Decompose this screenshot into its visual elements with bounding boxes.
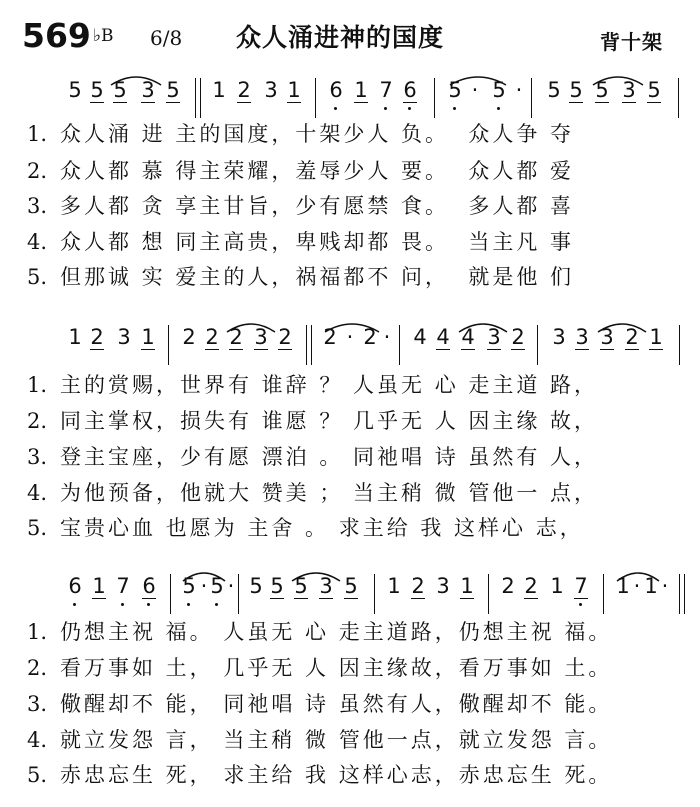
note: 3 xyxy=(552,325,566,349)
note-dot: · xyxy=(661,574,669,598)
note: 3 xyxy=(317,574,335,598)
note: 2 xyxy=(623,325,641,349)
verse-number: 5. xyxy=(27,265,48,289)
verse-line-3 xyxy=(22,190,682,222)
note: 1 xyxy=(212,78,226,102)
verse-number: 2. xyxy=(27,656,48,680)
verse-line-4 xyxy=(22,226,682,258)
note: 4 xyxy=(434,325,452,349)
note: 3 xyxy=(252,325,270,349)
note: 5 xyxy=(208,574,226,598)
verse-text: 赤忠忘生 死， 求主给 我 这样心志，赤忠忘生 死。 xyxy=(60,763,613,787)
barline xyxy=(315,78,316,118)
barline xyxy=(679,325,680,365)
note: 3 xyxy=(139,78,157,102)
note: 7 xyxy=(572,574,590,598)
note: 5 xyxy=(342,574,360,598)
slur xyxy=(590,73,646,87)
verse-number: 4. xyxy=(27,230,48,254)
note: 5 xyxy=(446,78,464,102)
hymn-title: 众人涌进神的国度 xyxy=(236,23,445,52)
notation-line-2 xyxy=(0,323,700,369)
barline xyxy=(531,78,532,118)
note: 5 xyxy=(292,574,310,598)
note: 2 xyxy=(522,574,540,598)
barline xyxy=(238,574,239,614)
note: 2 xyxy=(409,574,427,598)
slur xyxy=(322,320,382,334)
verse-line-3 xyxy=(22,441,682,473)
slur xyxy=(614,569,662,583)
note: 3 xyxy=(436,574,450,598)
note: 1 xyxy=(458,574,476,598)
note: 1 xyxy=(285,78,303,102)
note: 5 xyxy=(180,574,198,598)
verse-text: 看万事如 土， 几乎无 人 因主缘故，看万事如 土。 xyxy=(60,656,613,680)
verse-number: 2. xyxy=(27,409,48,433)
verse-line-5 xyxy=(22,512,682,544)
note-dot: · xyxy=(515,78,523,102)
verse-text: 登主宝座，少有愿 漂泊 。 同祂唱 诗 虽然有 人， xyxy=(60,445,599,469)
verse-text: 仍想主祝 福。 人虽无 心 走主道路，仍想主祝 福。 xyxy=(60,620,613,644)
note: 1 xyxy=(139,325,157,349)
slur xyxy=(180,569,228,583)
note-dot: · xyxy=(633,574,641,598)
note: 2 xyxy=(203,325,221,349)
slur xyxy=(108,73,164,87)
verse-line-1 xyxy=(22,369,682,401)
verse-line-5 xyxy=(22,759,682,791)
note: 5 xyxy=(645,78,663,102)
tune-name: 背十架 xyxy=(600,30,663,54)
note: 3 xyxy=(485,325,503,349)
note: 6 xyxy=(401,78,419,102)
barline xyxy=(374,574,375,614)
note: 5 xyxy=(249,574,263,598)
verse-number: 3. xyxy=(27,445,48,469)
note: 6 xyxy=(66,574,84,598)
note: 1 xyxy=(644,574,658,598)
verse-number: 4. xyxy=(27,728,48,752)
verse-text: 众人涌 进 主的国度，十架少人 负。 众人争 夺 xyxy=(60,122,575,146)
note-dot: · xyxy=(227,574,235,598)
verse-number: 3. xyxy=(27,692,48,716)
note: 2 xyxy=(509,325,527,349)
verse-line-1 xyxy=(22,118,682,150)
notation-line-1 xyxy=(0,76,700,122)
key-signature: ♭B xyxy=(93,26,114,46)
verse-text: 为他预备，他就大 赞美 ； 当主稍 微 管他一 点， xyxy=(60,481,599,505)
note: 5 xyxy=(268,574,286,598)
note: 2 xyxy=(276,325,294,349)
verse-text: 儆醒却不 能， 同祂唱 诗 虽然有人，儆醒却不 能。 xyxy=(60,692,613,716)
note: 5 xyxy=(111,78,129,102)
verse-number: 1. xyxy=(27,373,48,397)
note: 2 xyxy=(235,78,253,102)
note: 6 xyxy=(327,78,345,102)
verse-text: 就立发怨 言， 当主稍 微 管他一点，就立发怨 言。 xyxy=(60,728,613,752)
verse-number: 5. xyxy=(27,516,48,540)
verse-line-2 xyxy=(22,652,682,684)
verse-number: 1. xyxy=(27,122,48,146)
verse-text: 同主掌权，损失有 谁愿 ？ 几乎无 人 因主缘 故， xyxy=(60,409,599,433)
notation-line-3 xyxy=(0,572,700,618)
final-barline xyxy=(679,574,685,614)
verse-line-4 xyxy=(22,477,682,509)
hymn-number: 569 xyxy=(22,16,91,55)
note: 5 xyxy=(88,78,106,102)
barline xyxy=(537,325,538,365)
barline xyxy=(399,325,400,365)
note: 2 xyxy=(227,325,245,349)
slur xyxy=(456,320,510,334)
barline xyxy=(195,78,201,118)
note: 3 xyxy=(573,325,591,349)
note: 7 xyxy=(377,78,395,102)
verse-line-2 xyxy=(22,155,682,187)
barline xyxy=(434,78,435,118)
verse-number: 5. xyxy=(27,763,48,787)
verse-number: 3. xyxy=(27,194,48,218)
note: 1 xyxy=(616,574,630,598)
verse-text: 主的赏赐，世界有 谁辞 ？ 人虽无 心 走主道 路， xyxy=(60,373,599,397)
note: 1 xyxy=(90,574,108,598)
barline xyxy=(603,574,604,614)
note: 1 xyxy=(68,325,82,349)
note: 5 xyxy=(490,78,508,102)
verse-text: 宝贵心血 也愿为 主舍 。 求主给 我 这样心 志， xyxy=(60,516,584,540)
verse-number: 2. xyxy=(27,159,48,183)
note: 1 xyxy=(352,78,370,102)
verse-line-3 xyxy=(22,688,682,720)
note-dot: · xyxy=(383,325,391,349)
note: 6 xyxy=(140,574,158,598)
slur xyxy=(447,73,509,87)
verse-line-1 xyxy=(22,616,682,648)
note-dot: · xyxy=(471,78,479,102)
barline xyxy=(306,325,312,365)
barline xyxy=(170,574,171,614)
note: 3 xyxy=(117,325,131,349)
note: 3 xyxy=(620,78,638,102)
slur xyxy=(224,320,278,334)
note: 2 xyxy=(182,325,196,349)
note: 2 xyxy=(323,325,337,349)
note: 3 xyxy=(264,78,278,102)
verse-line-4 xyxy=(22,724,682,756)
verse-text: 但那诚 实 爱主的人，祸福都不 问， 就是他 们 xyxy=(60,265,575,289)
note: 2 xyxy=(501,574,515,598)
note: 7 xyxy=(114,574,132,598)
note: 1 xyxy=(647,325,665,349)
slur xyxy=(289,569,343,583)
note: 2 xyxy=(88,325,106,349)
verse-line-5 xyxy=(22,261,682,293)
verse-text: 众人都 慕 得主荣耀，羞辱少人 要。 众人都 爱 xyxy=(60,159,575,183)
note: 1 xyxy=(550,574,564,598)
note: 5 xyxy=(68,78,82,102)
verse-number: 1. xyxy=(27,620,48,644)
slur xyxy=(595,320,649,334)
verse-number: 4. xyxy=(27,481,48,505)
note: 5 xyxy=(547,78,561,102)
barline xyxy=(168,325,169,365)
verse-text: 多人都 贪 享主甘旨，少有愿禁 食。 多人都 喜 xyxy=(60,194,575,218)
note: 5 xyxy=(164,78,182,102)
note-dot: · xyxy=(200,574,208,598)
note: 4 xyxy=(459,325,477,349)
verse-line-2 xyxy=(22,405,682,437)
barline xyxy=(488,574,489,614)
barline xyxy=(678,78,679,118)
note-dot: · xyxy=(346,325,354,349)
note: 4 xyxy=(413,325,427,349)
note: 5 xyxy=(593,78,611,102)
note: 3 xyxy=(598,325,616,349)
note: 5 xyxy=(567,78,585,102)
verse-text: 众人都 想 同主高贵，卑贱却都 畏。 当主凡 事 xyxy=(60,230,575,254)
time-signature: 6/8 xyxy=(150,26,183,50)
note: 1 xyxy=(387,574,401,598)
note: 2 xyxy=(363,325,377,349)
